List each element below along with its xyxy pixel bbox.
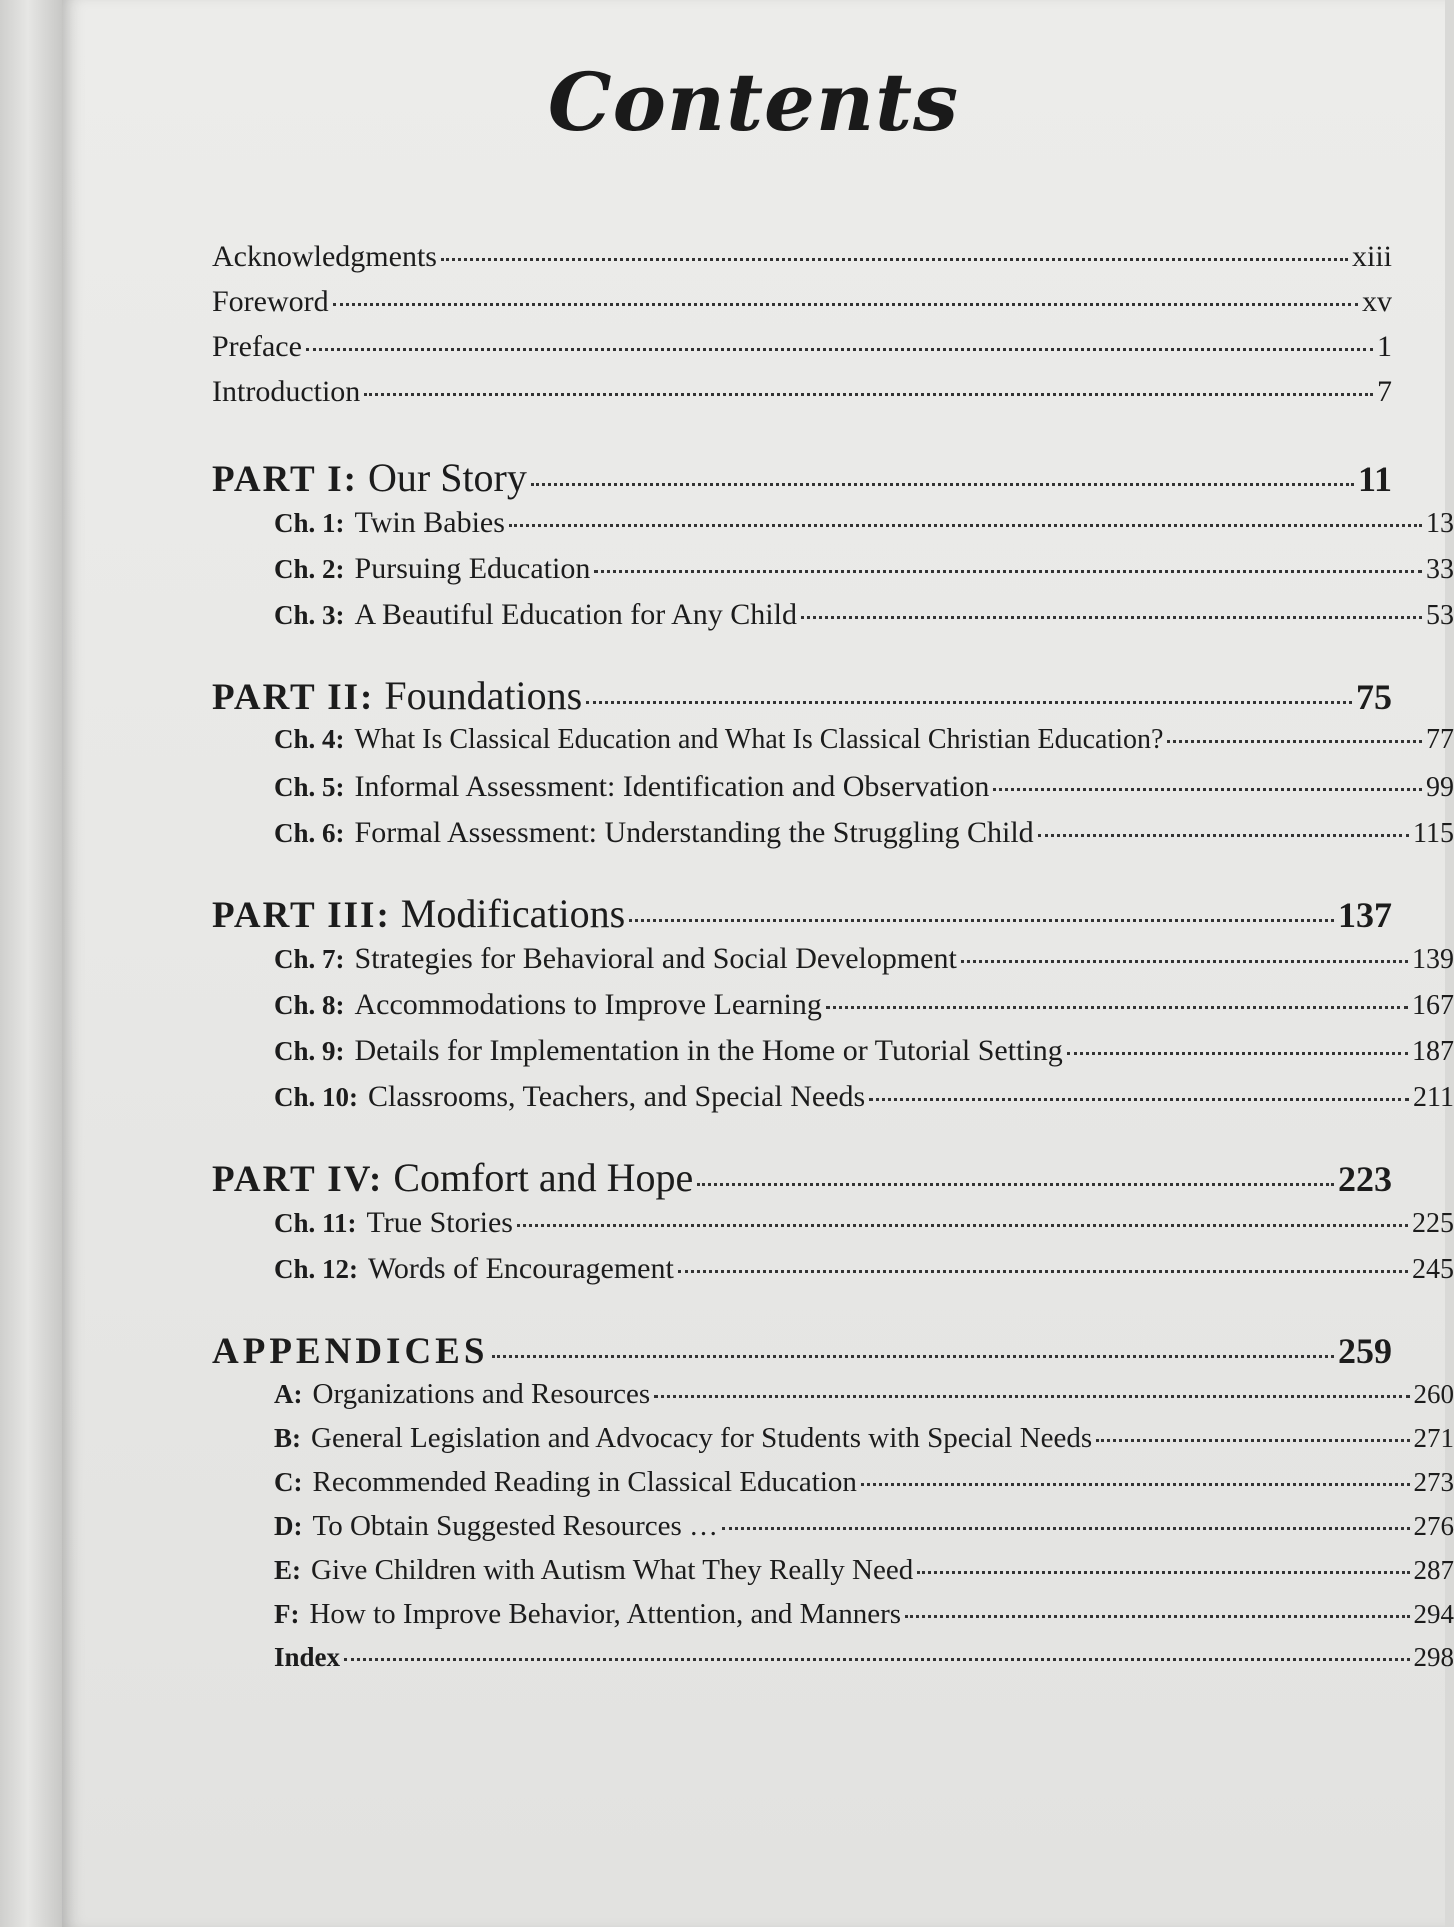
chapter-heading — [274, 598, 797, 632]
chapter-number: Ch. 7: — [274, 944, 345, 974]
appendix-title: To Obtain Suggested Resources … — [312, 1510, 719, 1542]
dot-leader — [364, 393, 1373, 396]
part-title: Our Story — [367, 455, 527, 500]
chapter-heading — [274, 1080, 865, 1114]
toc-page-number: xiii — [1351, 240, 1392, 273]
toc-page-number: 298 — [1413, 1642, 1454, 1672]
dot-leader — [861, 1483, 1410, 1486]
toc-page-number: 273 — [1413, 1467, 1454, 1497]
dot-leader — [441, 258, 1348, 261]
toc-page-number: 7 — [1377, 375, 1392, 408]
dot-leader — [629, 919, 1334, 922]
appendices-label: APPENDICES — [212, 1331, 489, 1372]
toc-page-number: 211 — [1413, 1082, 1454, 1113]
toc-page-number: 294 — [1413, 1599, 1454, 1629]
appendix-letter: A: — [274, 1379, 303, 1409]
dot-leader — [697, 1183, 1334, 1186]
chapter-title: Strategies for Behavioral and Social Development — [354, 942, 957, 975]
dot-leader — [1038, 834, 1409, 837]
part-label: PART IV: — [212, 1159, 384, 1200]
toc-part-3[interactable] — [212, 890, 1392, 942]
dot-leader — [961, 960, 1408, 963]
chapter-heading — [274, 770, 989, 804]
toc-part-1[interactable] — [212, 454, 1392, 506]
appendices-heading — [212, 1326, 488, 1373]
appendix-title: Organizations and Resources — [312, 1378, 651, 1410]
toc-appendix-e[interactable] — [212, 1554, 1454, 1598]
chapter-number: Ch. 1: — [274, 508, 345, 538]
toc-chapter-8[interactable] — [212, 988, 1454, 1034]
chapter-number: Ch. 8: — [274, 990, 345, 1020]
dot-leader — [509, 524, 1422, 527]
appendix-heading — [274, 1554, 913, 1587]
toc-entry-foreword[interactable] — [212, 285, 1392, 330]
chapter-heading — [274, 942, 957, 976]
chapter-number: Ch. 3: — [274, 600, 345, 630]
dot-leader — [1067, 1052, 1408, 1055]
toc-index[interactable] — [212, 1642, 1454, 1688]
chapter-number: Ch. 11: — [274, 1208, 357, 1238]
chapter-title: Informal Assessment: Identification and Observation — [354, 770, 990, 803]
book-page — [62, 0, 1454, 1927]
part-title: Modifications — [400, 891, 626, 936]
table-of-contents — [212, 240, 1454, 1688]
dot-leader — [905, 1615, 1409, 1618]
part-heading — [212, 1154, 693, 1201]
toc-chapter-12[interactable] — [212, 1252, 1454, 1298]
part-heading — [212, 672, 582, 719]
appendix-heading — [274, 1598, 901, 1631]
appendix-title: Recommended Reading in Classical Education — [312, 1466, 857, 1498]
appendix-letter: F: — [274, 1599, 300, 1629]
toc-appendix-f[interactable] — [212, 1598, 1454, 1642]
index-label: Index — [274, 1642, 341, 1672]
appendix-letter: D: — [274, 1511, 303, 1541]
dot-leader — [678, 1270, 1408, 1273]
toc-page-number: 137 — [1338, 895, 1392, 935]
toc-page-number: 223 — [1338, 1159, 1392, 1199]
toc-chapter-4[interactable] — [212, 724, 1454, 770]
dot-leader — [333, 303, 1358, 306]
toc-page-number: 260 — [1413, 1379, 1454, 1409]
toc-appendices[interactable] — [212, 1326, 1392, 1378]
dot-leader — [586, 701, 1352, 704]
part-label: PART III: — [212, 895, 391, 936]
toc-chapter-2[interactable] — [212, 552, 1454, 598]
toc-part-2[interactable] — [212, 672, 1392, 724]
toc-chapter-10[interactable] — [212, 1080, 1454, 1126]
appendix-heading — [274, 1510, 718, 1543]
toc-chapter-6[interactable] — [212, 816, 1454, 862]
dot-leader — [1096, 1439, 1409, 1442]
appendix-heading — [274, 1466, 857, 1499]
chapter-heading — [274, 1206, 513, 1240]
dot-leader — [917, 1571, 1409, 1574]
toc-entry-introduction[interactable] — [212, 375, 1392, 420]
toc-page-number: 75 — [1356, 677, 1392, 717]
part-title: Foundations — [384, 673, 583, 718]
chapter-number: Ch. 6: — [274, 818, 345, 848]
toc-entry-preface[interactable] — [212, 330, 1392, 375]
chapter-title: Details for Implementation in the Home or Tutorial Setting — [354, 1034, 1063, 1067]
appendix-title: General Legislation and Advocacy for Students with Special Needs — [311, 1422, 1093, 1454]
toc-page-number: 99 — [1426, 772, 1454, 803]
chapter-number: Ch. 9: — [274, 1036, 345, 1066]
dot-leader — [594, 570, 1422, 573]
dot-leader — [826, 1006, 1408, 1009]
toc-entry-acknowledgments[interactable] — [212, 240, 1392, 285]
chapter-title: What Is Classical Education and What Is Classical Christian Education? — [354, 724, 1164, 755]
toc-page-number: 53 — [1426, 600, 1454, 631]
toc-entry-label: Introduction — [212, 375, 361, 408]
toc-page-number: 245 — [1412, 1254, 1454, 1285]
chapter-title: Twin Babies — [354, 506, 505, 539]
part-title: Comfort and Hope — [393, 1155, 694, 1200]
chapter-title: Formal Assessment: Understanding the Struggling Child — [354, 816, 1034, 849]
toc-entry-label: Foreword — [212, 285, 329, 318]
chapter-number: Ch. 4: — [274, 724, 345, 754]
chapter-number: Ch. 10: — [274, 1082, 359, 1112]
toc-appendix-a[interactable] — [212, 1378, 1454, 1422]
toc-chapter-3[interactable] — [212, 598, 1454, 644]
chapter-title: A Beautiful Education for Any Child — [354, 598, 797, 631]
toc-chapter-5[interactable] — [212, 770, 1454, 816]
dot-leader — [492, 1355, 1334, 1358]
appendix-letter: B: — [274, 1423, 301, 1453]
toc-chapter-9[interactable] — [212, 1034, 1454, 1080]
chapter-heading — [274, 724, 1163, 756]
chapter-heading — [274, 988, 822, 1022]
appendix-letter: E: — [274, 1555, 301, 1585]
toc-chapter-1[interactable] — [212, 506, 1454, 552]
chapter-heading — [274, 1252, 674, 1286]
chapter-title: Accommodations to Improve Learning — [354, 988, 822, 1021]
chapter-heading — [274, 552, 590, 586]
toc-part-4[interactable] — [212, 1154, 1392, 1206]
chapter-heading — [274, 816, 1034, 850]
toc-page-number: 13 — [1426, 508, 1454, 539]
chapter-heading — [274, 1034, 1063, 1068]
toc-page-number: 271 — [1413, 1423, 1454, 1453]
toc-page-number: 11 — [1357, 459, 1392, 499]
dot-leader — [869, 1098, 1409, 1101]
chapter-title: Classrooms, Teachers, and Special Needs — [368, 1080, 866, 1113]
toc-appendix-b[interactable] — [212, 1422, 1454, 1466]
chapter-number: Ch. 12: — [274, 1254, 359, 1284]
chapter-title: Words of Encouragement — [368, 1252, 674, 1285]
part-heading — [212, 454, 527, 501]
appendix-heading — [274, 1378, 650, 1411]
dot-leader — [1167, 740, 1422, 743]
toc-entry-label: Acknowledgments — [212, 240, 437, 273]
toc-chapter-7[interactable] — [212, 942, 1454, 988]
toc-page-number: 187 — [1412, 1036, 1454, 1067]
part-label: PART II: — [212, 677, 375, 718]
toc-page-number: 276 — [1413, 1511, 1454, 1541]
chapter-number: Ch. 2: — [274, 554, 345, 584]
dot-leader — [517, 1224, 1408, 1227]
chapter-number: Ch. 5: — [274, 772, 345, 802]
appendix-title: How to Improve Behavior, Attention, and Manners — [309, 1598, 902, 1630]
dot-leader — [654, 1395, 1409, 1398]
dot-leader — [993, 788, 1422, 791]
toc-entry-label: Preface — [212, 330, 302, 363]
toc-page-number: 115 — [1413, 818, 1454, 849]
dot-leader — [722, 1527, 1409, 1530]
toc-page-number: 287 — [1413, 1555, 1454, 1585]
part-label: PART I: — [212, 459, 358, 500]
dot-leader — [531, 483, 1354, 486]
toc-page-number: 225 — [1412, 1208, 1454, 1239]
toc-page-number: 139 — [1412, 944, 1454, 975]
toc-page-number: 77 — [1426, 724, 1454, 755]
chapter-title: True Stories — [366, 1206, 513, 1239]
toc-page-number: 167 — [1412, 990, 1454, 1021]
toc-page-number: 33 — [1426, 554, 1454, 585]
toc-appendix-d[interactable] — [212, 1510, 1454, 1554]
dot-leader — [306, 348, 1373, 351]
chapter-title: Pursuing Education — [354, 552, 591, 585]
dot-leader — [801, 616, 1422, 619]
part-heading — [212, 890, 625, 937]
page-title: Contents — [547, 55, 960, 149]
dot-leader — [344, 1658, 1409, 1661]
appendix-letter: C: — [274, 1467, 303, 1497]
appendix-title: Give Children with Autism What They Really Need — [311, 1554, 914, 1586]
toc-page-number: 259 — [1338, 1331, 1392, 1371]
chapter-heading — [274, 506, 505, 540]
book-spine-shadow — [0, 0, 62, 1927]
toc-chapter-11[interactable] — [212, 1206, 1454, 1252]
toc-page-number: 1 — [1377, 330, 1392, 363]
toc-appendix-c[interactable] — [212, 1466, 1454, 1510]
appendix-heading — [274, 1422, 1092, 1455]
toc-page-number: xv — [1362, 285, 1392, 318]
